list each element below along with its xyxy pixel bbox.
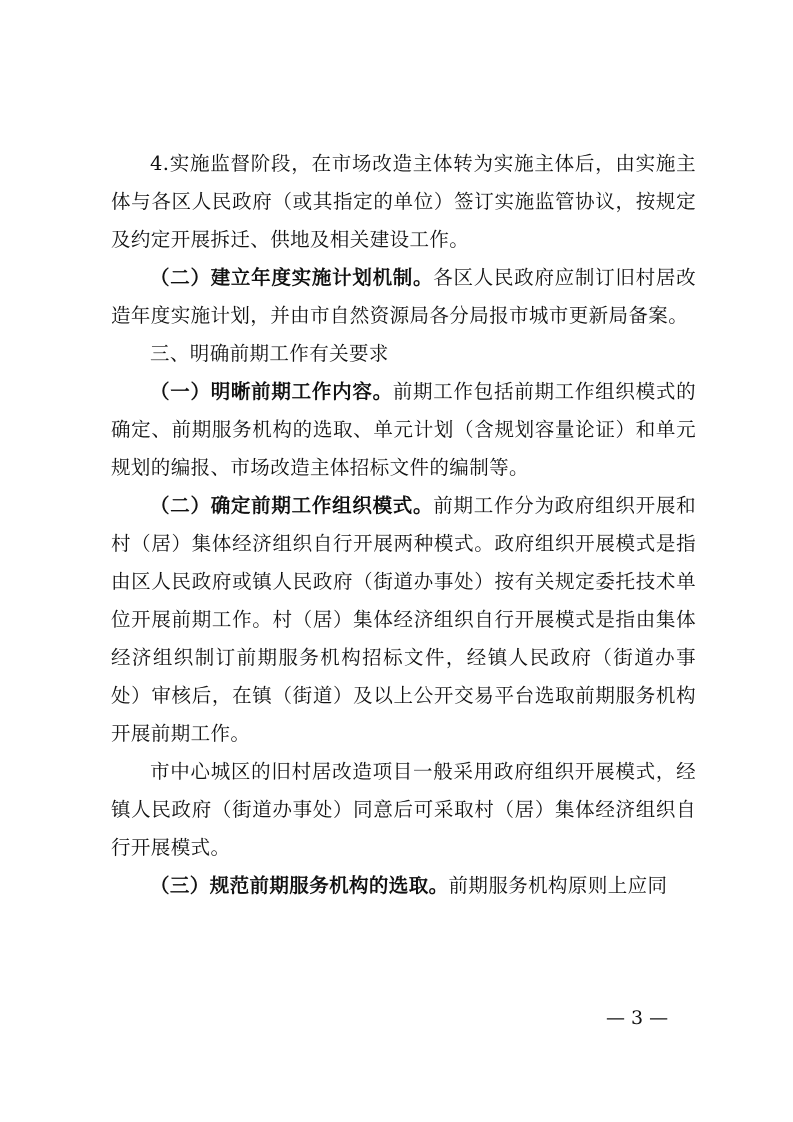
paragraph-service-agency-selection — [111, 867, 696, 905]
paragraph-lead: （三）规范前期服务机构的选取。 — [150, 874, 449, 897]
paragraph-text: 前期工作包括前期工作组织模式的确定、前期服务机构的选取、单元计划（含规划容量论证）和单元规划的编报、市场改造主体招标文件的编制等。 — [111, 380, 696, 479]
paragraph-text: 前期工作分为政府组织开展和村（居）集体经济组织自行开展两种模式。政府组织开展模式是指由区人民政府或镇人民政府（街道办事处）按有关规定委托技术单位开展前期工作。村（居）集体经济组织自行开展模式是指由集体经济组织制订前期服务机构招标文件，经镇人民政府（街道办事处）审核后，在镇（街道）及以上公开交易平台选取前期服务机构开展前期工作。 — [111, 494, 696, 745]
paragraph-work-content — [111, 373, 696, 487]
paragraph-text: 4.实施监督阶段，在市场改造主体转为实施主体后，由实施主体与各区人民政府（或其指定的单位）签订实施监管协议，按规定及约定开展拆迁、供地及相关建设工作。 — [111, 152, 696, 251]
paragraph-lead: （一）明晰前期工作内容。 — [150, 380, 393, 403]
paragraph-annual-plan — [111, 259, 696, 335]
paragraph-lead: （二）建立年度实施计划机制。 — [150, 266, 434, 289]
paragraph-implementation-supervision — [111, 145, 696, 259]
section-heading-preliminary-work — [111, 335, 696, 373]
paragraph-lead: （二）确定前期工作组织模式。 — [150, 494, 434, 517]
paragraph-text: 各区人民政府应制订旧村居改造年度实施计划，并由市自然资源局各分局报市城市更新局备案。 — [111, 266, 696, 327]
paragraph-central-city — [111, 753, 696, 867]
document-body — [111, 145, 696, 905]
section-heading-text: 三、明确前期工作有关要求 — [150, 342, 389, 365]
page-number: — 3 — — [606, 1007, 669, 1029]
paragraph-organization-mode — [111, 487, 696, 753]
paragraph-text: 市中心城区的旧村居改造项目一般采用政府组织开展模式，经镇人民政府（街道办事处）同意后可采取村（居）集体经济组织自行开展模式。 — [111, 760, 696, 859]
paragraph-text: 前期服务机构原则上应同 — [448, 874, 668, 897]
